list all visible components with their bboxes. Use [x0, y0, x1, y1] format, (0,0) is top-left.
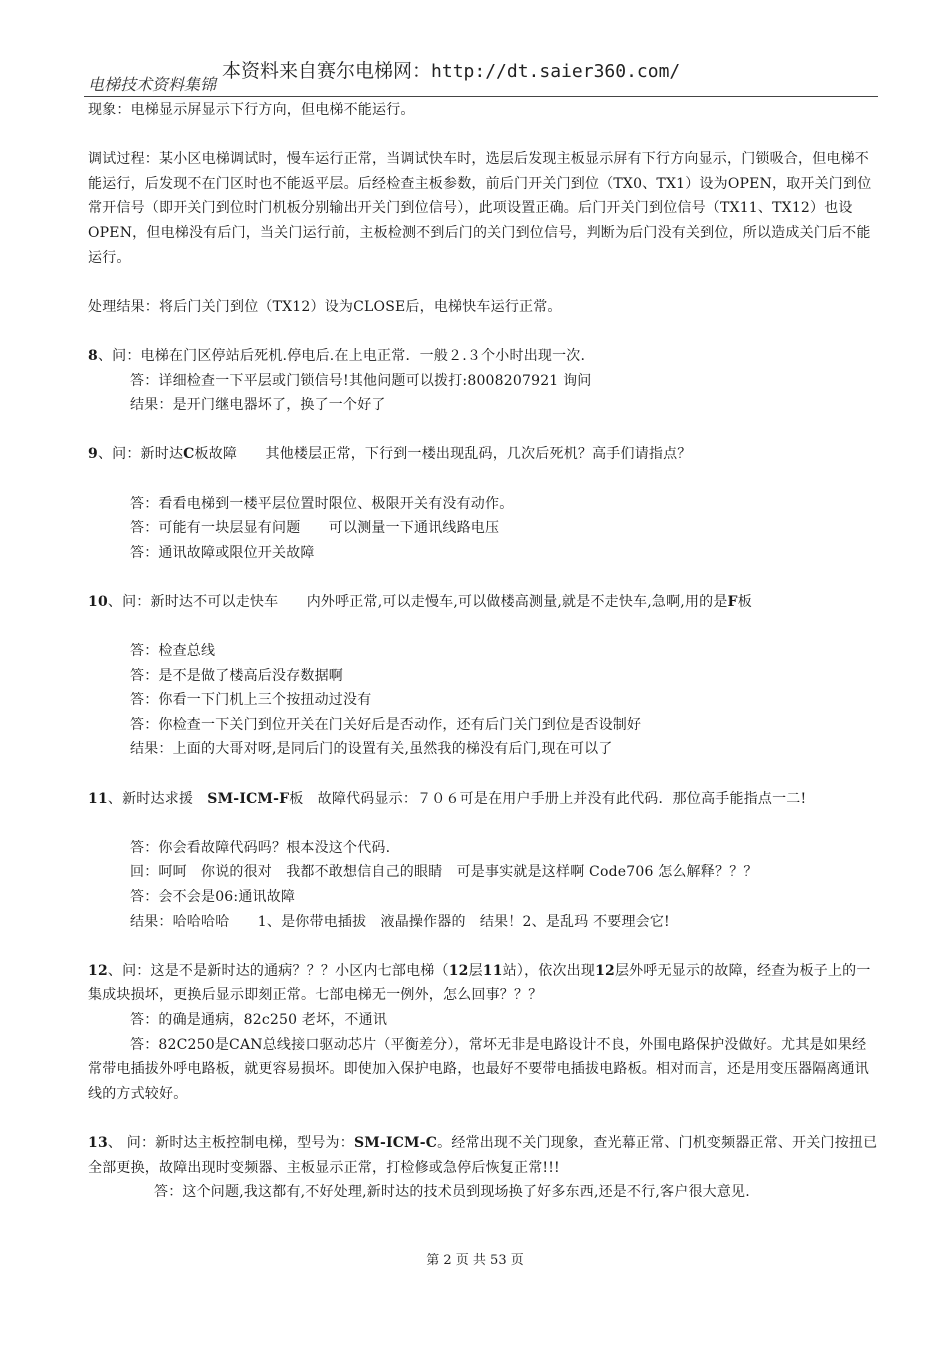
question-text: 。经常出现不关门现象，查光幕正常、门机变频器正常、开关门按扭已全部更换，故障出现时变频器、主板显示正常，打检修或急停后恢复正常!!! — [88, 1134, 878, 1176]
question-8 — [88, 344, 880, 369]
question-text: 板 故障代码显示：７０６可是在用户手册上并没有此代码．那位高手能指点一二! — [289, 790, 807, 807]
question-text: 板 — [737, 593, 752, 610]
question-bold: 12 — [448, 962, 469, 979]
question-bold: F — [727, 593, 738, 610]
question-number: 11 — [88, 790, 108, 807]
question-text: 、问：新时达 — [97, 446, 184, 463]
result-11: 结果：哈哈哈哈 1、是你带电插拔 液晶操作器的 结果！2、是乱玛 不要理会它! — [130, 913, 670, 930]
answer-10-4: 答：你检查一下关门到位开关在门关好后是否动作，还有后门关门到位是否设制好 — [130, 716, 642, 733]
question-text: 、新时达求援 — [107, 790, 208, 807]
answer-10-2: 答：是不是做了楼高后没存数据啊 — [130, 667, 343, 684]
page-number: 第 2 页 共 53 页 — [426, 1253, 524, 1268]
question-text: 层 — [468, 962, 483, 979]
question-number: 12 — [88, 962, 108, 979]
question-text: 、问：电梯在门区停站后死机.停电后.在上电正常．一般２.３个小时出现一次. — [97, 347, 586, 364]
source-line — [222, 56, 680, 83]
question-bold: C — [183, 446, 195, 463]
document-body — [88, 98, 880, 1205]
result-10: 结果：上面的大哥对呀,是同后门的设置有关,虽然我的梯没有后门,现在可以了 — [130, 741, 613, 758]
question-12 — [88, 959, 880, 1008]
answer-10-3: 答：你看一下门机上三个按扭动过没有 — [130, 692, 372, 709]
question-text: 板故障 其他楼层正常，下行到一楼出现乱码，几次后死机？高手们请指点？ — [194, 446, 692, 463]
question-bold: SM-ICM-C — [353, 1134, 438, 1151]
answer-10-1: 答：检查总线 — [130, 643, 216, 660]
answer-12-2: 答：82C250是CAN总线接口驱动芯片（平衡差分），常坏无非是电路设计不良，外围电路保护没做好。尤其是如果经常带电插拔外呼电路板，就更容易损坏。即使加入保护电路，也最好不要带电插拔电路板。相对而言，还是用变压器隔离通讯线的方式较好。 — [88, 1036, 869, 1102]
question-number: 8 — [88, 347, 98, 364]
question-bold: SM-ICM-F — [207, 790, 290, 807]
answer-12-1: 答：的确是通病，82c250 老坏，不通讯 — [130, 1011, 388, 1028]
question-text: 站），依次出现 — [502, 962, 596, 979]
answer-11-2: 答：会不会是06:通讯故障 — [130, 889, 296, 905]
answer-8-1: 答：详细检查一下平层或门锁信号!其他问题可以拨打:8008207921 询问 — [130, 372, 592, 389]
answer-9-2: 答：可能有一块层显有问题 可以测量一下通讯线路电压 — [130, 520, 500, 537]
source-url-link[interactable]: http://dt.saier360.com/ — [431, 61, 681, 82]
header-rule — [84, 96, 878, 97]
question-11 — [88, 787, 880, 812]
running-title: 电梯技术资料集锦 — [88, 75, 217, 94]
result-8: 结果：是开门继电器坏了，换了一个好了 — [130, 397, 386, 414]
paragraph-result: 处理结果：将后门关门到位（TX12）设为CLOSE后，电梯快车运行正常。 — [88, 298, 562, 315]
question-number: 10 — [88, 593, 108, 610]
answer-9-3: 答：通讯故障或限位开关故障 — [130, 544, 315, 561]
reply-11: 回：呵呵 你说的很对 我都不敢想信自己的眼睛 可是事实就是这样啊 Code706 怎么解释？？？ — [130, 864, 758, 881]
question-text: 、 问：新时达主板控制电梯，型号为： — [107, 1134, 354, 1151]
answer-9-1: 答：看看电梯到一楼平层位置时限位、极限开关有没有动作。 — [130, 495, 514, 512]
question-number: 9 — [88, 446, 98, 463]
question-text: 层外呼无显示的故障，经查为板子上的一集成块损坏，更换后显示即刻正常。七部电梯无一例外，怎么回事？？？ — [88, 962, 871, 1004]
question-number: 13 — [88, 1134, 108, 1151]
question-13 — [88, 1131, 880, 1180]
question-text: 、问：这是不是新时达的通病？？？小区内七部电梯（ — [107, 962, 449, 979]
source-line-text: 本资料来自赛尔电梯网： — [222, 60, 432, 82]
question-10 — [88, 590, 880, 615]
paragraph-phenomenon: 现象：电梯显示屏显示下行方向，但电梯不能运行。 — [88, 102, 415, 118]
question-bold: 12 — [595, 962, 615, 979]
question-9 — [88, 442, 880, 467]
answer-11-1: 答：你会看故障代码吗？根本没这个代码. — [130, 839, 391, 856]
paragraph-debug-process: 调试过程：某小区电梯调试时，慢车运行正常，当调试快车时，选层后发现主板显示屏有下行方向显示，门锁吸合，但电梯不能运行，后发现不在门区时也不能返平层。后经检查主板参数，前后门开关门到位（TX0、TX1）设为OPEN，取开关门到位常开信号（即开关门到位时门机板分别输出开关门到位信号），此项设置正确。后门开关门到位信号（TX11、TX12）也设OPEN，但电梯没有后门，当关门运行前，主板检测不到后门的关门到位信号，判断为后门没有关到位，所以造成关门后不能运行。 — [88, 151, 872, 266]
question-text: 、问：新时达不可以走快车 内外呼正常,可以走慢车,可以做楼高测量,就是不走快车,急啊,用的是 — [107, 593, 728, 610]
question-bold: 11 — [482, 962, 503, 979]
answer-13-1: 答：这个问题,我这都有,不好处理,新时达的技术员到现场换了好多东西,还是不行,客户很大意见. — [154, 1184, 750, 1201]
